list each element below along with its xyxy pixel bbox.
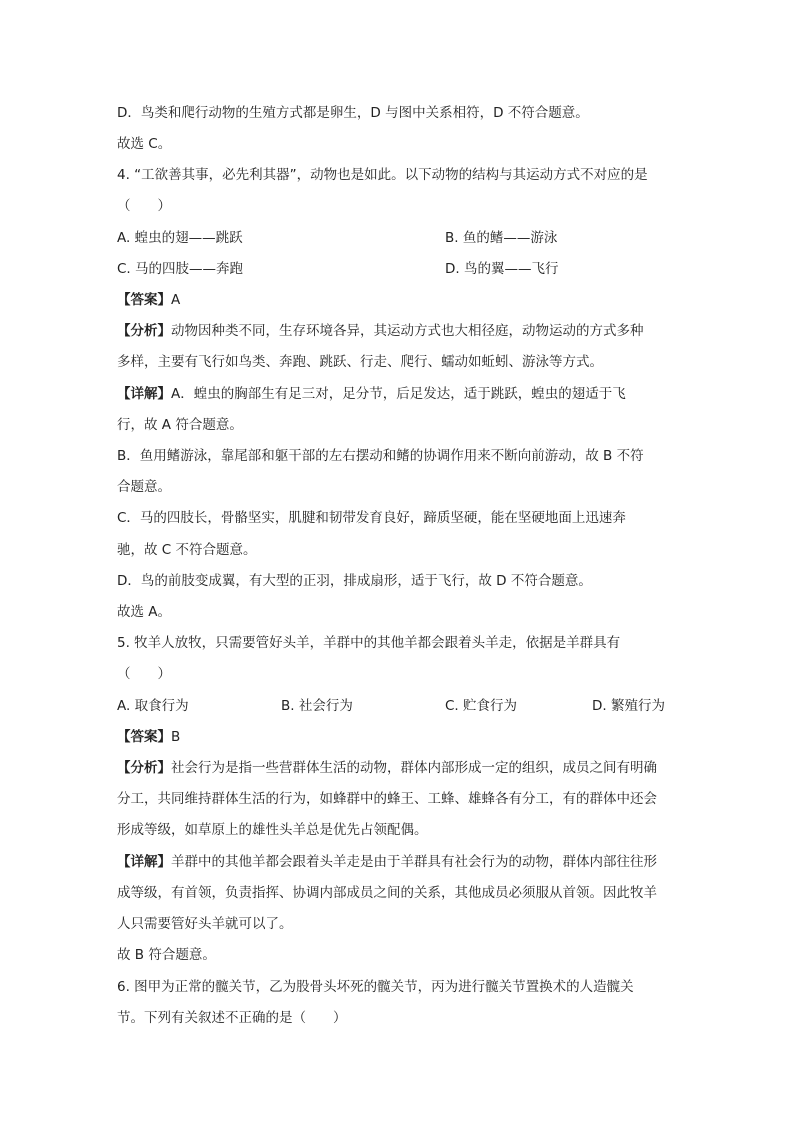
q5-analysis [117,758,657,778]
detail-text: A．蝗虫的胸部生有足三对，足分节，后足发达，适于跳跃，蝗虫的翅适于飞 [171,386,626,402]
q5-detail [117,852,657,872]
q5-option-a: A. 取食行为 [117,698,189,714]
q5-option-b: B. 社会行为 [281,698,353,714]
answer-tag: 【答案】 [117,292,171,308]
q4-detail [117,384,626,404]
answer-value: A [171,292,181,308]
detail-text: 羊群中的其他羊都会跟着头羊走是由于羊群具有社会行为的动物，群体内部往往形 [171,854,657,870]
text-line: 驰，故 C 不符合题意。 [117,542,257,558]
analysis-tag: 【分析】 [117,323,171,339]
text-line: 节。下列有关叙述不正确的是（ ） [117,1010,347,1026]
detail-tag: 【详解】 [117,386,171,402]
q5-answer [117,727,180,747]
analysis-text: 动物因种类不同，生存环境各异，其运动方式也大相径庭，动物运动的方式多种 [171,323,644,339]
text-line: 人只需要管好头羊就可以了。 [117,916,293,932]
text-line: D．鸟类和爬行动物的生殖方式都是卵生，D 与图中关系相符，D 不符合题意。 [117,105,589,121]
q4-answer [117,290,180,310]
text-line: 多样，主要有飞行如鸟类、奔跑、跳跃、行走、爬行、蠕动如蚯蚓、游泳等方式。 [117,354,603,370]
q4-analysis [117,321,644,341]
answer-value: B [171,729,181,745]
text-line: 故 B 符合题意。 [117,947,216,963]
question-4-paren: （ ） [117,198,171,214]
analysis-tag: 【分析】 [117,760,171,776]
detail-tag: 【详解】 [117,854,171,870]
question-6-stem: 6. 图甲为正常的髋关节，乙为股骨头坏死的髋关节，丙为进行髋关节置换术的人造髋关 [117,979,634,995]
text-line: 形成等级，如草原上的雄性头羊总是优先占领配偶。 [117,822,428,838]
text-line: 故选 C。 [117,136,172,152]
q4-option-c: C. 马的四肢——奔跑 [117,261,244,277]
analysis-text: 社会行为是指一些营群体生活的动物，群体内部形成一定的组织，成员之间有明确 [171,760,657,776]
question-5-paren: （ ） [117,666,171,682]
text-line: C．马的四肢长，骨骼坚实，肌腱和韧带发育良好，蹄质坚硬，能在坚硬地面上迅速奔 [117,510,626,526]
question-5-stem: 5. 牧羊人放牧，只需要管好头羊，羊群中的其他羊都会跟着头羊走，依据是羊群具有 [117,635,621,651]
answer-tag: 【答案】 [117,729,171,745]
q5-option-c: C. 贮食行为 [445,698,518,714]
text-line: B．鱼用鳍游泳，靠尾部和躯干部的左右摆动和鳍的协调作用来不断向前游动，故 B 不符 [117,448,644,464]
q4-option-a: A. 蝗虫的翅——跳跃 [117,230,243,246]
q5-option-d: D. 繁殖行为 [592,698,665,714]
q4-option-b: B. 鱼的鳍——游泳 [445,230,558,246]
text-line: 行，故 A 符合题意。 [117,417,243,433]
text-line: 分工，共同维持群体生活的行为，如蜂群中的蜂王、工蜂、雄蜂各有分工，有的群体中还会 [117,791,657,807]
q4-option-d: D. 鸟的翼——飞行 [445,261,559,277]
text-line: D．鸟的前肢变成翼，有大型的正羽，排成扇形，适于飞行，故 D 不符合题意。 [117,573,592,589]
text-line: 故选 A。 [117,604,172,620]
text-line: 成等级，有首领，负责指挥、协调内部成员之间的关系，其他成员必须服从首领。因此牧羊 [117,885,657,901]
text-line: 合题意。 [117,479,171,495]
question-4-stem: 4. “工欲善其事，必先利其器”，动物也是如此。以下动物的结构与其运动方式不对应的是 [117,167,648,183]
